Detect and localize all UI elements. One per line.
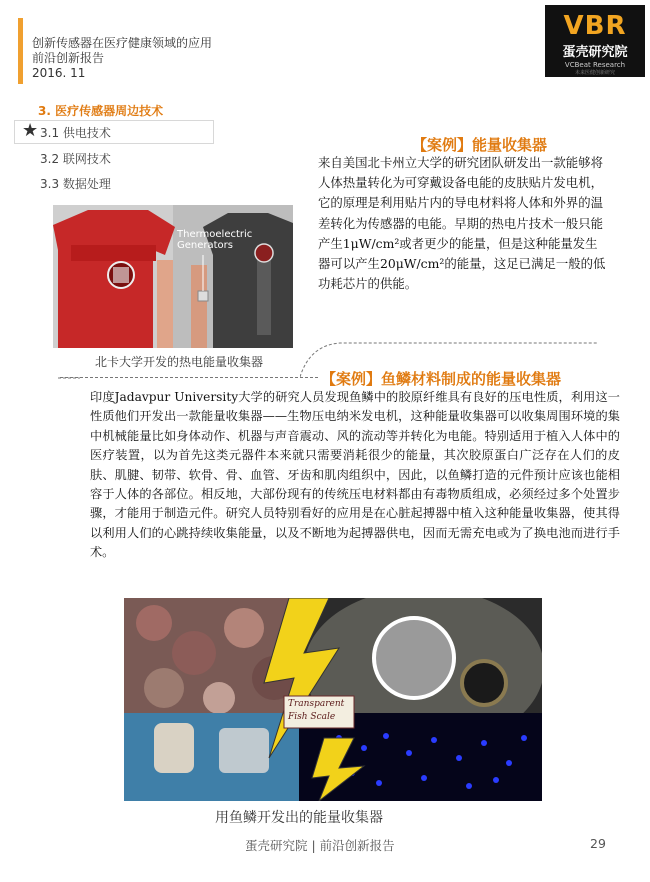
collage-caption: 用鱼鳞开发出的能量收集器 bbox=[215, 810, 383, 826]
logo-mark: VBR bbox=[563, 11, 627, 41]
logo-name-en: VCBeat Research bbox=[564, 61, 626, 69]
case2-paragraph: 印度Jadavpur University大学的研究人员发现鱼鳞中的胶原纤维具有良好的压电性质，利用这一性质他们开发出一款能量收集器——生物压电纳米发电机，这种能量收集器可以收集周围环境的集中机械能量比如身体动作、机器与声音震动、风的流动等并转化为电能。特别适用于植入人体中的医疗装置，以为首先这类元器件本来就只需要消耗很少的能量，其次胶原蛋白广泛存在人们的皮肤、肌腱、韧带、软骨、骨、血管、牙齿和肌肉组织中，因此，以鱼鳞打造的元件预计应该也能相容于人体的各部位。相反地，大部份现有的传统压电材料都由有毒物质组成，必须经过多个处置步骤，才能用于制造元件。研究人员特别看好的应用是在心脏起搏器中植入这种能量收集器，使其得以利用人们的心跳持续收集能量，以及不断地为起搏器供电，因而无需充电或为了换电池而进行手术。 bbox=[90, 390, 620, 560]
report-title: 创新传感器在医疗健康领域的应用 bbox=[32, 36, 213, 50]
photo-label: Thermoelectric Generators bbox=[177, 229, 253, 251]
collage-label: Transparent Fish Scale bbox=[288, 699, 345, 722]
tshirt-photo-svg bbox=[53, 205, 293, 348]
header-accent-bar bbox=[18, 18, 23, 84]
case1-paragraph: 来自美国北卡州立大学的研究团队研发出一款能够将人体热量转化为可穿戴设备电能的皮肤贴片发电机，它的原理是利用贴片内的导电材料将人体和外界的温差转化为传感器的电能。早期的热电片技术一般只能产生1μW/cm²或者更少的能量，但是这种能量发生器可以产生20μW/cm²的能量，这足已满足一般的低功耗芯片的供能。 bbox=[318, 155, 606, 292]
report-subtitle: 前沿创新报告 bbox=[32, 51, 105, 65]
case2-title: 【案例】鱼鳞材料制成的能量收集器 bbox=[321, 370, 562, 388]
case1-title: 【案例】能量收集器 bbox=[412, 136, 548, 154]
divider-curve-left bbox=[50, 350, 90, 410]
report-header bbox=[32, 36, 212, 81]
logo-name-cn: 蛋壳研究院 bbox=[562, 45, 628, 60]
logo-tagline: 未来医健创新研究 bbox=[574, 70, 615, 76]
vbr-logo bbox=[545, 5, 645, 77]
photo1-caption: 北卡大学开发的热电能量收集器 bbox=[95, 355, 264, 369]
nav-item-power-supply[interactable]: 3.1 供电技术 bbox=[40, 126, 111, 140]
fish-scale-collage bbox=[124, 598, 542, 801]
report-date: 2016. 11 bbox=[32, 66, 86, 80]
nav-item-data-processing[interactable]: 3.3 数据处理 bbox=[40, 177, 111, 191]
section-heading: 3. 医疗传感器周边技术 bbox=[38, 104, 164, 118]
page-number: 29 bbox=[590, 836, 606, 851]
divider-left bbox=[60, 377, 318, 378]
nav-item-networking[interactable]: 3.2 联网技术 bbox=[40, 152, 111, 166]
thermoelectric-tshirt-photo bbox=[53, 205, 293, 348]
footer-text: 蛋壳研究院 | 前沿创新报告 bbox=[245, 838, 395, 853]
star-icon: ★ bbox=[22, 120, 39, 141]
